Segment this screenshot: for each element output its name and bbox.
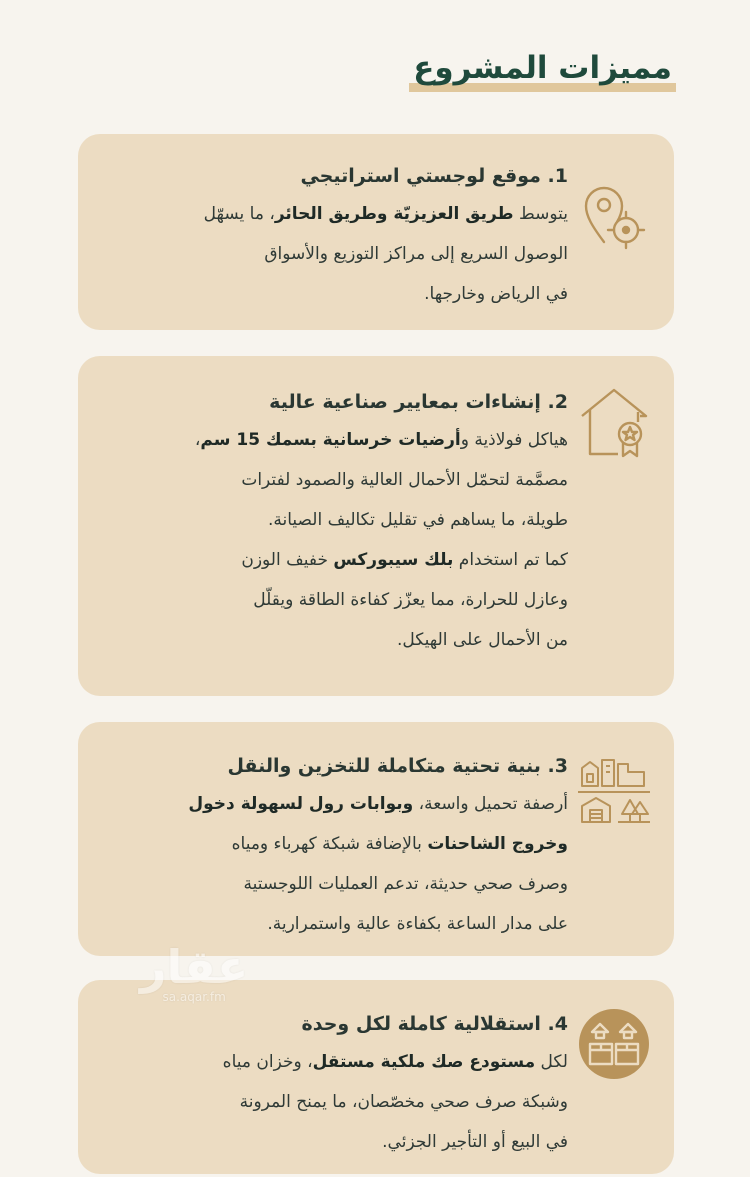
- body-text: أرصفة تحميل واسعة،: [413, 794, 568, 814]
- highlight-text: طريق العزيزيّة وطريق الحائر: [274, 204, 514, 224]
- body-text: طويلة، ما يساهم في تقليل تكاليف الصيانة.: [267, 510, 568, 530]
- feature-card-3: [78, 722, 674, 956]
- watermark-url: sa.aqar.fm: [162, 990, 226, 1004]
- feature-title: 4. استقلالية كاملة لكل وحدة: [301, 1013, 568, 1035]
- heading-wrap: [409, 50, 676, 92]
- infrastructure-icon: [578, 756, 650, 828]
- body-text: مصمَّمة لتحمّل الأحمال العالية والصمود لفترات: [241, 470, 568, 490]
- body-text: الوصول السريع إلى مراكز التوزيع والأسواق: [264, 244, 568, 264]
- feature-body: [98, 194, 568, 314]
- feature-card-1: [78, 134, 674, 330]
- feature-body-line: [98, 904, 568, 944]
- body-text: لكل: [535, 1052, 568, 1072]
- feature-card-content: [98, 752, 568, 944]
- page-title: [409, 50, 676, 92]
- feature-body-line: [98, 194, 568, 234]
- body-text: وشبكة صرف صحي مخصّصان، ما يمنح المرونة: [239, 1092, 568, 1112]
- body-text: في البيع أو التأجير الجزئي.: [382, 1132, 568, 1152]
- highlight-text: مستودع صك ملكية مستقل: [312, 1052, 536, 1072]
- body-text: هياكل فولاذية و: [460, 430, 568, 450]
- feature-card-content: [98, 1010, 568, 1162]
- feature-body-line: [98, 460, 568, 500]
- body-text: وصرف صحي حديثة، تدعم العمليات اللوجستية: [243, 874, 568, 894]
- body-text: كما تم استخدام: [453, 550, 568, 570]
- feature-body-line: [98, 580, 568, 620]
- feature-body-line: [98, 540, 568, 580]
- feature-card-content: [98, 162, 568, 314]
- location-target-icon: [578, 182, 650, 254]
- feature-body-line: [98, 784, 568, 824]
- feature-body-line: [98, 500, 568, 540]
- feature-body: [98, 1042, 568, 1162]
- highlight-text: بلك سيبوركس: [333, 550, 454, 570]
- feature-body-line: [98, 1082, 568, 1122]
- feature-title: 2. إنشاءات بمعايير صناعية عالية: [269, 391, 568, 413]
- quality-house-icon: [578, 386, 650, 458]
- independent-units-icon: [578, 1008, 650, 1080]
- feature-body: [98, 784, 568, 944]
- body-text: في الرياض وخارجها.: [424, 284, 568, 304]
- highlight-text: أرضيات خرسانية بسمك 15 سم: [200, 430, 461, 450]
- feature-card-4: [78, 980, 674, 1174]
- page-title-text: مميزات المشروع: [413, 50, 672, 86]
- highlight-text: وبوابات رول لسهولة دخول: [188, 794, 414, 814]
- body-text: خفيف الوزن: [241, 550, 334, 570]
- body-text: بالإضافة شبكة كهرباء ومياه: [231, 834, 428, 854]
- feature-title: 1. موقع لوجستي استراتيجي: [300, 165, 568, 187]
- watermark: [140, 940, 249, 1004]
- feature-body-line: [98, 1042, 568, 1082]
- feature-card-content: [98, 388, 568, 660]
- feature-body-line: [98, 420, 568, 460]
- body-text: يتوسط: [513, 204, 568, 224]
- feature-body-line: [98, 864, 568, 904]
- body-text: ،: [194, 430, 201, 450]
- feature-body-line: [98, 620, 568, 660]
- body-text: ، وخزان مياه: [222, 1052, 313, 1072]
- feature-body: [98, 420, 568, 660]
- body-text: من الأحمال على الهيكل.: [396, 630, 568, 650]
- body-text: على مدار الساعة بكفاءة عالية واستمرارية.: [267, 914, 568, 934]
- feature-body-line: [98, 1122, 568, 1162]
- body-text: ، ما يسهّل: [203, 204, 275, 224]
- feature-card-2: [78, 356, 674, 696]
- feature-body-line: [98, 824, 568, 864]
- feature-body-line: [98, 274, 568, 314]
- feature-body-line: [98, 234, 568, 274]
- watermark-logo: عقار: [140, 940, 249, 994]
- feature-title: 3. بنية تحتية متكاملة للتخزين والنقل: [227, 755, 568, 777]
- body-text: وعازل للحرارة، مما يعزّز كفاءة الطاقة ويقلّل: [253, 590, 568, 610]
- highlight-text: وخروج الشاحنات: [427, 834, 568, 854]
